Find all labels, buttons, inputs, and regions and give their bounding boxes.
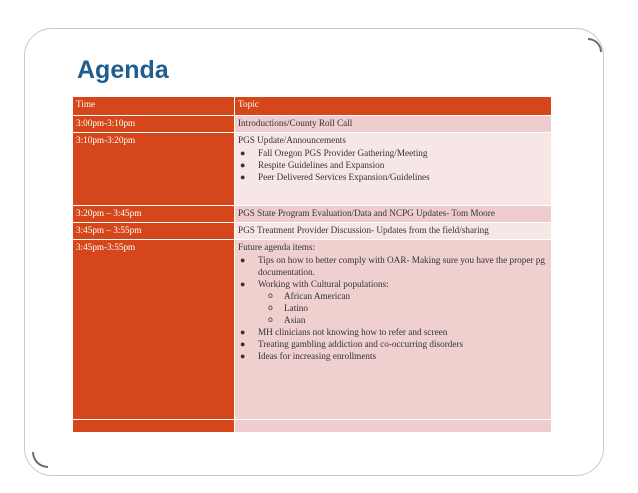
corner-accent-top-right [588,38,602,52]
list-item: ● Respite Guidelines and Expansion [240,159,385,170]
bullet-icon: ● [240,326,246,337]
table-row [73,239,552,419]
table-row [73,116,552,133]
header-topic: Topic [235,97,552,116]
time-cell: 3:10pm-3:20pm [73,132,235,205]
bullet-icon: ● [240,278,246,289]
bullet-list [238,255,548,363]
topic-cell [235,419,552,432]
list-item: o Latino [268,302,308,313]
circle-bullet-icon: o [268,314,273,324]
list-item: ● Fall Oregon PGS Provider Gathering/Meeting [240,147,428,158]
list-item: o African American [268,290,351,301]
agenda-table [72,96,552,433]
table-row [73,419,552,432]
bullet-icon: ● [240,147,246,158]
page-title: Agenda [77,56,169,84]
list-item: ● Treating gambling addiction and co-occurring disorders [240,338,464,349]
topic-cell: Introductions/County Roll Call [235,116,552,133]
time-cell [73,419,235,432]
circle-bullet-icon: o [268,290,273,300]
bullet-icon: ● [240,159,246,170]
topic-cell [235,239,552,419]
bullet-icon: ● [240,171,246,182]
topic-cell [235,132,552,205]
bullet-icon: ● [240,254,246,265]
table-row [73,132,552,205]
table-row [73,205,552,222]
sub-bullet-list [238,291,548,327]
header-time: Time [73,97,235,116]
table-header-row [73,97,552,116]
list-item: ● Peer Delivered Services Expansion/Guidelines [240,171,430,182]
list-item: ● Working with Cultural populations: o African American o Latino o Asian [238,279,548,327]
list-item: o Asian [268,314,306,325]
list-item: ● Tips on how to better comply with OAR- Making sure you have the proper pg documentation. [240,254,545,277]
time-cell: 3:20pm – 3:45pm [73,205,235,222]
time-cell: 3:45pm – 3:55pm [73,222,235,239]
time-cell: 3:00pm-3:10pm [73,116,235,133]
table-row [73,222,552,239]
list-item: ● MH clinicians not knowing how to refer and screen [240,326,448,337]
list-item: ● Ideas for increasing enrollments [240,350,377,361]
bullet-icon: ● [240,350,246,361]
topic-cell: PGS State Program Evaluation/Data and NCPG Updates- Tom Moore [235,205,552,222]
topic-heading: PGS Update/Announcements [238,134,346,145]
topic-heading: Future agenda items: [238,241,316,252]
topic-cell: PGS Treatment Provider Discussion- Updates from the field/sharing [235,222,552,239]
bullet-icon: ● [240,338,246,349]
bullet-list [238,148,548,184]
time-cell: 3:45pm-3:55pm [73,239,235,419]
circle-bullet-icon: o [268,302,273,312]
